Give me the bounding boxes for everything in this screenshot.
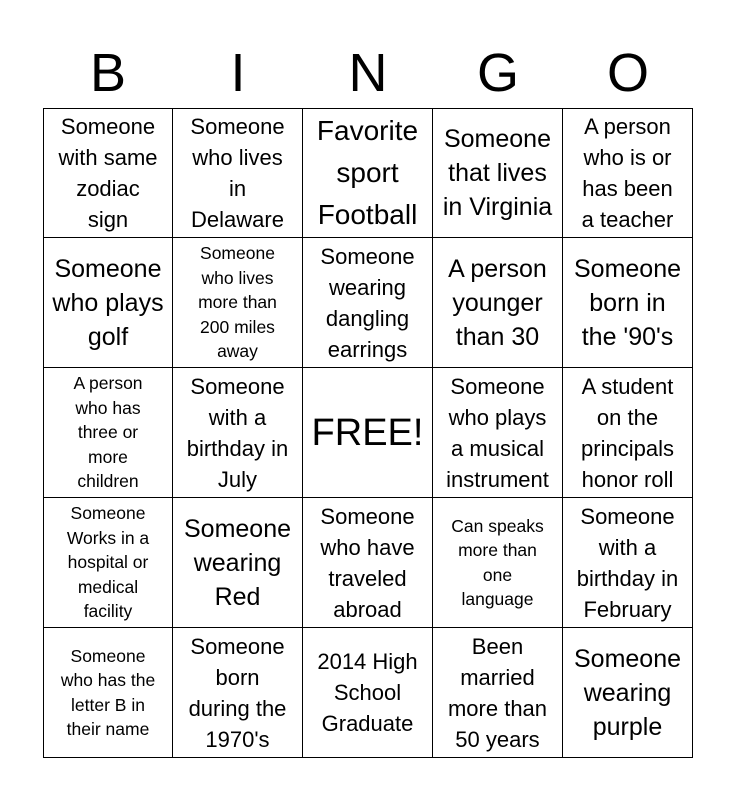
bingo-cell-r0-c3 xyxy=(433,108,563,238)
bingo-cell-r1-c4 xyxy=(563,238,693,368)
bingo-cell-text: Someone that lives in Virginia xyxy=(442,125,553,221)
bingo-cell-text: A person younger than 30 xyxy=(448,254,547,351)
header-letter-b: B xyxy=(89,43,127,103)
bingo-cell-text: 2014 High School Graduate xyxy=(317,649,418,736)
bingo-header xyxy=(43,38,693,108)
bingo-cell-text: Favorite sport Football xyxy=(316,115,419,230)
bingo-cell-text: Someone who plays a musical instrument xyxy=(446,373,549,492)
bingo-cell-text: Someone with a birthday in July xyxy=(186,373,289,492)
bingo-cell-text: Someone born during the 1970's xyxy=(188,633,287,752)
bingo-cell-r0-c2 xyxy=(303,108,433,238)
bingo-cell-text: Can speaks more than one language xyxy=(451,515,544,609)
bingo-cell-r4-c4 xyxy=(563,628,693,758)
bingo-cell-r4-c2 xyxy=(303,628,433,758)
header-letter-n: N xyxy=(348,43,388,103)
bingo-cell-text: A person who has three or more children xyxy=(73,373,143,492)
bingo-cell-text: Someone wearing purple xyxy=(573,644,682,741)
bingo-cell-text: Been married more than 50 years xyxy=(447,633,548,752)
bingo-cell-r3-c1 xyxy=(173,498,303,628)
bingo-cell-r1-c1 xyxy=(173,238,303,368)
bingo-cell-r4-c3 xyxy=(433,628,563,758)
bingo-cell-r0-c4 xyxy=(563,108,693,238)
bingo-cell-r2-c1 xyxy=(173,368,303,498)
bingo-cell-text: Someone Works in a hospital or medical facility xyxy=(66,503,150,622)
bingo-cell-r4-c0 xyxy=(43,628,173,758)
bingo-cell-r2-c0 xyxy=(43,368,173,498)
header-letter-i: I xyxy=(230,43,246,103)
bingo-cell-r0-c0 xyxy=(43,108,173,238)
bingo-cell-text: Someone who plays golf xyxy=(52,254,164,351)
bingo-cell-text: Someone wearing Red xyxy=(183,514,292,611)
bingo-cell-text: Someone who lives more than 200 miles away xyxy=(198,243,277,362)
free-space-label: FREE! xyxy=(311,411,424,454)
bingo-cell-text: A person who is or has been a teacher xyxy=(581,114,674,232)
bingo-cell-r4-c1 xyxy=(173,628,303,758)
bingo-cell-free xyxy=(303,368,433,498)
bingo-cell-text: Someone born in the '90's xyxy=(573,254,682,351)
bingo-cell-text: Someone who lives in Delaware xyxy=(190,114,285,232)
bingo-cell-r2-c4 xyxy=(563,368,693,498)
bingo-cell-text: Someone with same zodiac sign xyxy=(58,114,158,232)
bingo-cell-r3-c3 xyxy=(433,498,563,628)
bingo-cell-r1-c0 xyxy=(43,238,173,368)
header-letter-o: O xyxy=(606,43,649,103)
bingo-board xyxy=(43,108,693,758)
bingo-cell-r0-c1 xyxy=(173,108,303,238)
bingo-cell-text: Someone wearing dangling earrings xyxy=(320,243,415,362)
bingo-cell-text: Someone with a birthday in February xyxy=(576,503,679,622)
bingo-cell-r3-c0 xyxy=(43,498,173,628)
bingo-cell-r1-c2 xyxy=(303,238,433,368)
bingo-cell-r3-c2 xyxy=(303,498,433,628)
bingo-cell-text: A student on the principals honor roll xyxy=(581,373,674,492)
header-letter-g: G xyxy=(476,43,519,103)
bingo-cell-text: Someone who has the letter B in their name xyxy=(60,645,156,739)
bingo-cell-r1-c3 xyxy=(433,238,563,368)
bingo-cell-text: Someone who have traveled abroad xyxy=(320,503,415,622)
bingo-cell-r2-c3 xyxy=(433,368,563,498)
bingo-cell-r3-c4 xyxy=(563,498,693,628)
